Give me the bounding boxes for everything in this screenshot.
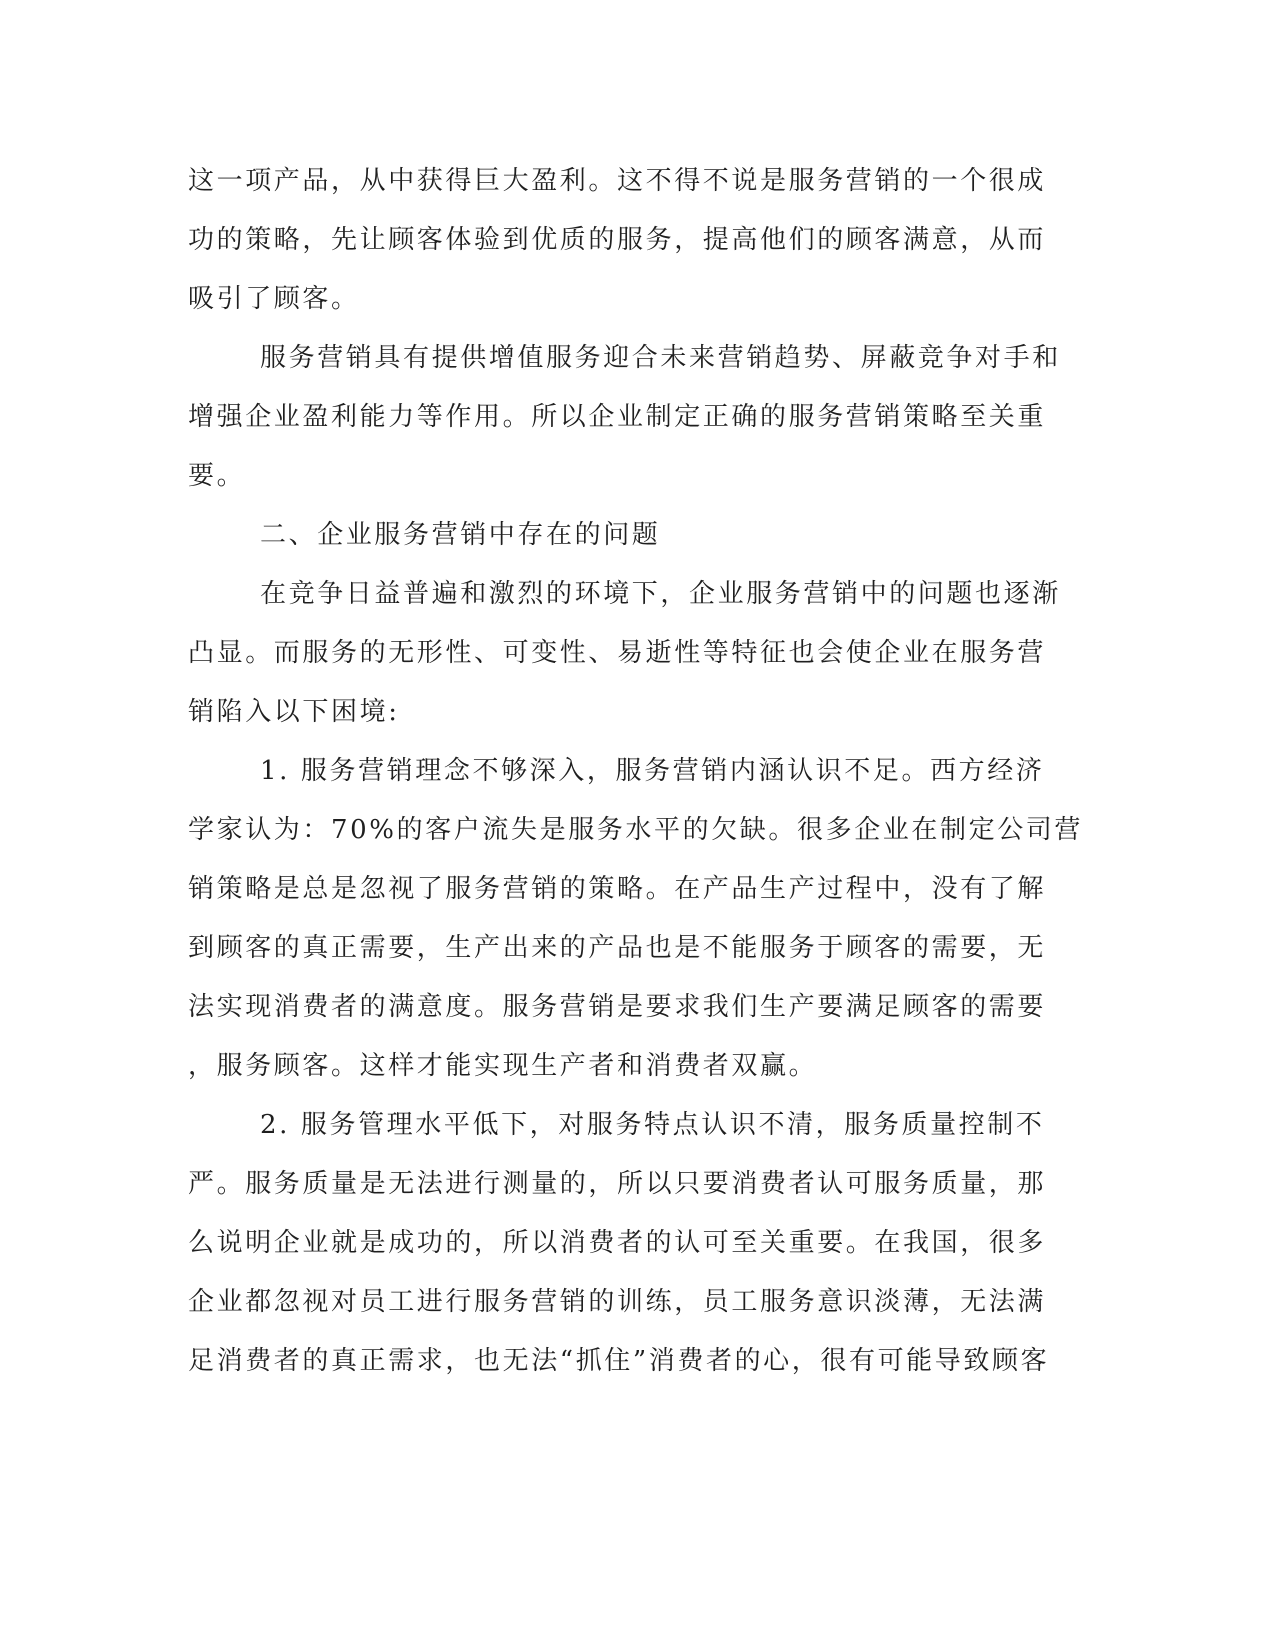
text-line: 增强企业盈利能力等作用。所以企业制定正确的服务营销策略至关重: [188, 402, 1047, 432]
text-line: ，服务顾客。这样才能实现生产者和消费者双赢。: [188, 1051, 818, 1081]
text-line: 足消费者的真正需求，也无法“抓住”消费者的心，很有可能导致顾客: [188, 1346, 1050, 1376]
text-line: 企业都忽视对员工进行服务营销的训练，员工服务意识淡薄，无法满: [188, 1287, 1047, 1317]
text-line: 要。: [188, 461, 246, 491]
paragraph-first-line: 在竞争日益普遍和激烈的环境下，企业服务营销中的问题也逐渐: [260, 579, 1061, 609]
text-line: 凸显。而服务的无形性、可变性、易逝性等特征也会使企业在服务营: [188, 638, 1047, 668]
text-line: 学家认为：70%的客户流失是服务水平的欠缺。很多企业在制定公司营: [188, 815, 1083, 845]
text-line: 法实现消费者的满意度。服务营销是要求我们生产要满足顾客的需要: [188, 992, 1047, 1022]
text-line: 销策略是总是忽视了服务营销的策略。在产品生产过程中，没有了解: [188, 874, 1047, 904]
text-line: 功的策略，先让顾客体验到优质的服务，提高他们的顾客满意，从而: [188, 225, 1047, 255]
paragraph-first-line: 服务营销具有提供增值服务迎合未来营销趋势、屏蔽竞争对手和: [260, 343, 1061, 373]
text-line: 这一项产品，从中获得巨大盈利。这不得不说是服务营销的一个很成: [188, 166, 1047, 196]
list-item-first-line: 2. 服务管理水平低下，对服务特点认识不清，服务质量控制不: [260, 1110, 1045, 1140]
text-line: 严。服务质量是无法进行测量的，所以只要消费者认可服务质量，那: [188, 1169, 1047, 1199]
text-line: 销陷入以下困境:: [188, 697, 400, 727]
text-line: 到顾客的真正需要，生产出来的产品也是不能服务于顾客的需要，无: [188, 933, 1047, 963]
text-line: 吸引了顾客。: [188, 284, 360, 314]
section-heading: 二、企业服务营销中存在的问题: [260, 520, 661, 550]
text-line: 么说明企业就是成功的，所以消费者的认可至关重要。在我国，很多: [188, 1228, 1047, 1258]
list-item-first-line: 1. 服务营销理念不够深入，服务营销内涵认识不足。西方经济: [260, 756, 1045, 786]
